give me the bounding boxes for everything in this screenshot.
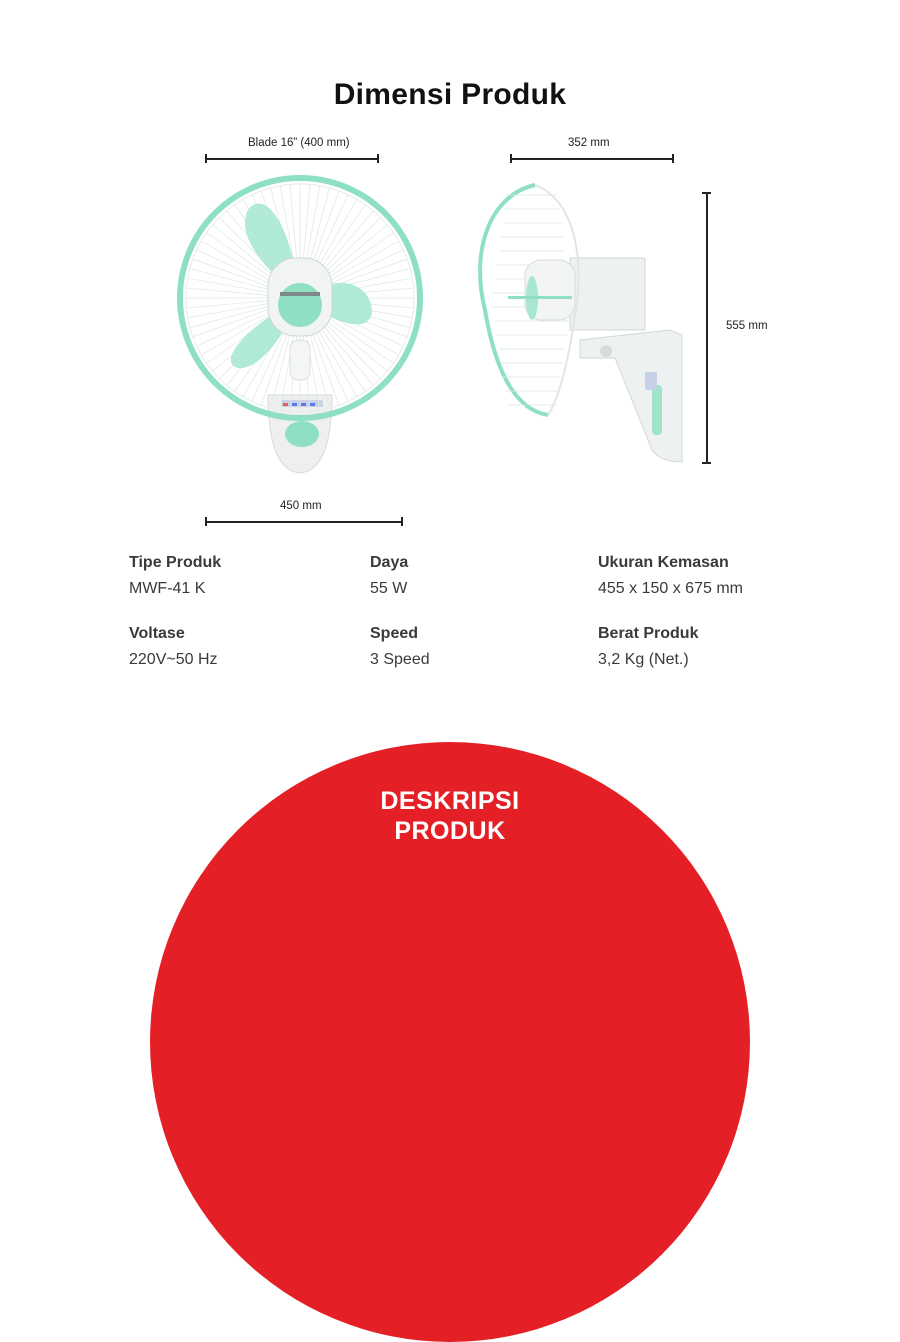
- fan-front-view: [180, 178, 420, 473]
- spec-speed: [370, 625, 430, 669]
- page-title: Dimensi Produk: [333, 78, 567, 111]
- spec-key: Daya: [370, 554, 409, 571]
- spec-value: MWF-41 K: [129, 580, 206, 597]
- spec-berat-produk: [598, 625, 698, 669]
- description-banner-line1: DESKRIPSI: [380, 787, 520, 815]
- spec-value: 455 x 150 x 675 mm: [598, 580, 743, 597]
- blade-dimension-label: Blade 16” (400 mm): [248, 137, 350, 149]
- height-dimension-label: 555 mm: [726, 320, 768, 332]
- spec-value: 220V~50 Hz: [129, 651, 218, 668]
- description-banner-title[interactable]: [0, 786, 900, 846]
- spec-key: Speed: [370, 625, 419, 642]
- spec-tipe-produk: [129, 554, 221, 598]
- spec-key: Voltase: [129, 625, 185, 642]
- spec-key: Tipe Produk: [129, 554, 222, 571]
- spec-value: 55 W: [370, 580, 408, 597]
- spec-daya: [370, 554, 408, 598]
- spec-ukuran-kemasan: [598, 554, 743, 598]
- fan-side-view: [480, 185, 682, 462]
- spec-value: 3,2 Kg (Net.): [598, 651, 689, 668]
- depth-dimension-label: 352 mm: [568, 137, 610, 149]
- description-banner-line2: PRODUK: [394, 817, 506, 845]
- spec-value: 3 Speed: [370, 651, 430, 668]
- spec-key: Berat Produk: [598, 625, 699, 642]
- spec-voltase: [129, 625, 218, 669]
- width-dimension-label: 450 mm: [280, 500, 322, 512]
- spec-key: Ukuran Kemasan: [598, 554, 729, 571]
